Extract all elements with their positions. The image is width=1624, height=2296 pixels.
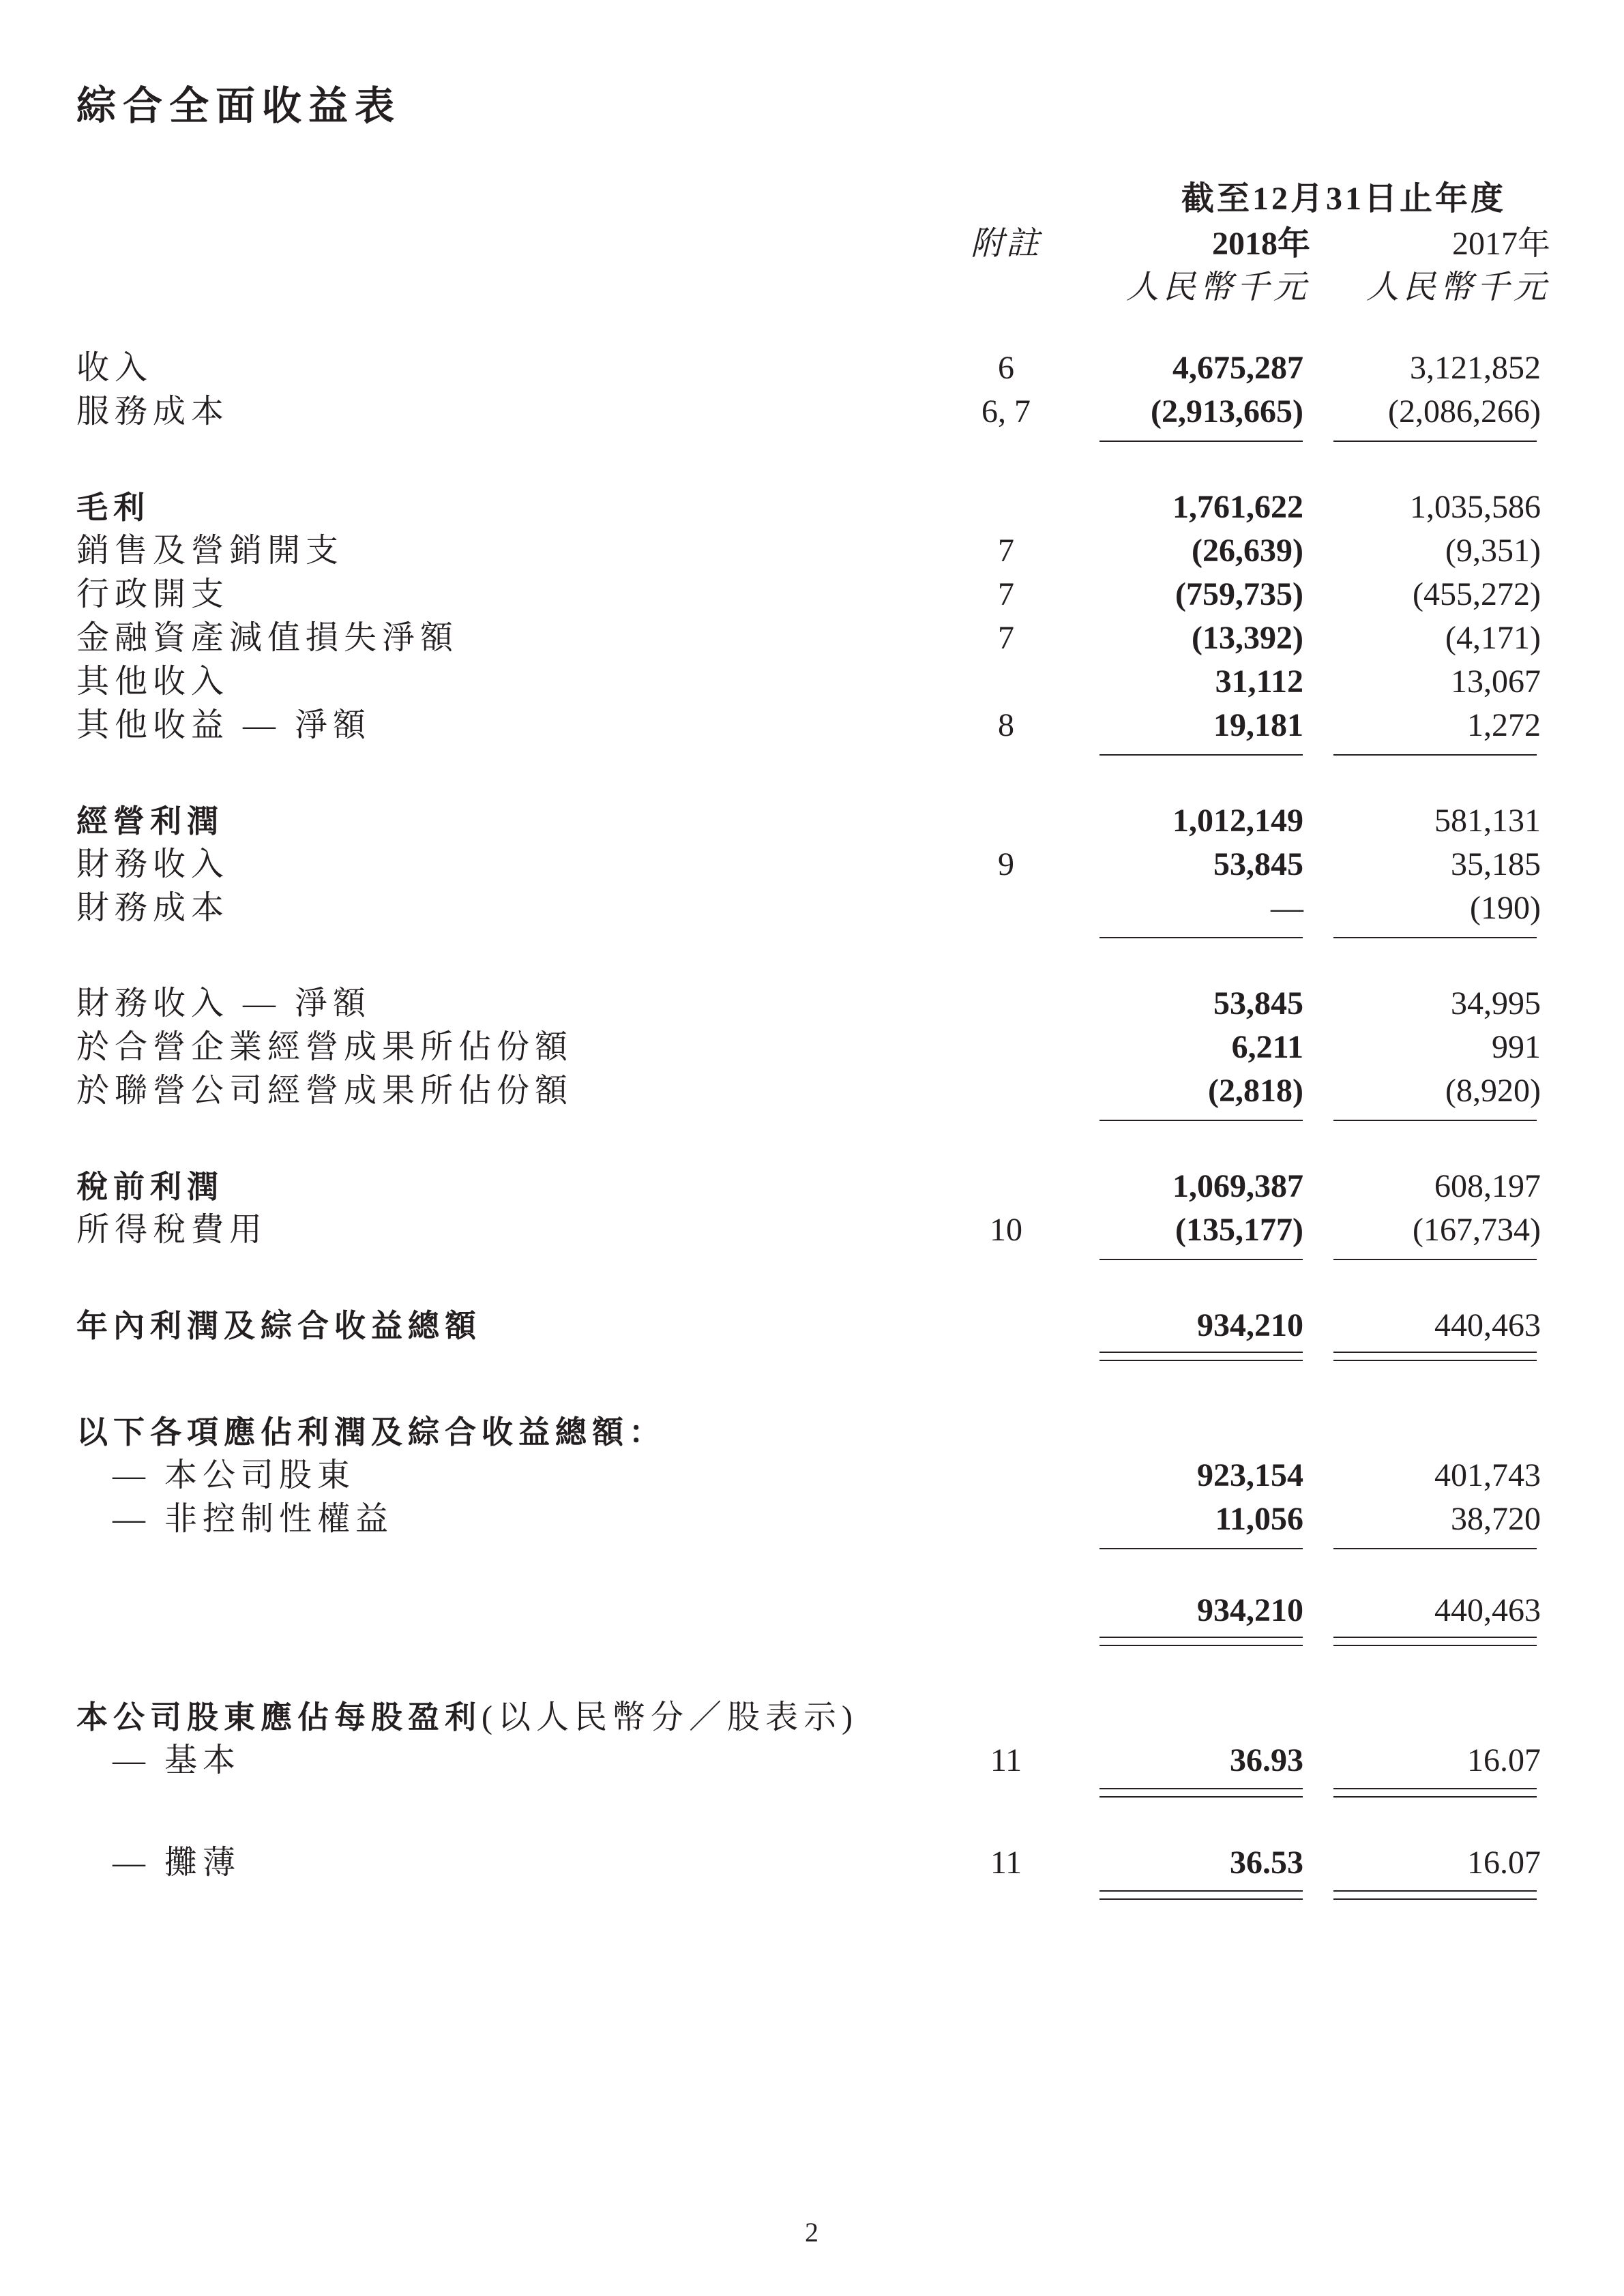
value-2018: (759,735) (1175, 576, 1303, 612)
row-admin-expenses (0, 573, 1624, 616)
value-2017: 991 (1492, 1029, 1541, 1065)
value-2017: (455,272) (1413, 576, 1541, 612)
double-rule-top (1333, 1637, 1537, 1638)
value-2017: 1,272 (1467, 707, 1541, 743)
value-2018: 19,181 (1213, 707, 1303, 743)
row-label: 行政開支 (76, 576, 230, 612)
row-finance-income-net (0, 982, 1624, 1026)
value-2018: 6,211 (1231, 1029, 1303, 1065)
value-2018: 53,845 (1213, 985, 1303, 1022)
double-rule-bottom (1099, 1645, 1303, 1646)
row-gross-profit (0, 486, 1624, 529)
row-profit-before-tax (0, 1165, 1624, 1208)
eps-heading-text: 本公司股東應佔每股盈利 (76, 1699, 482, 1735)
double-rule-top (1099, 1637, 1303, 1638)
row-label: 銷售及營銷開支 (76, 533, 344, 569)
value-2017: 35,185 (1451, 846, 1541, 882)
subtotal-rule (1333, 1548, 1537, 1549)
row-label: 所得稅費用 (76, 1212, 268, 1248)
row-label: — 攤薄 (113, 1845, 241, 1881)
period-header: 截至12月31日止年度 (1181, 181, 1506, 217)
row-finance-income (0, 843, 1624, 886)
row-note: 11 (990, 1845, 1022, 1881)
year-2017-header: 2017年 (1451, 226, 1550, 262)
row-non-controlling-interests (0, 1497, 1624, 1541)
row-label: 於合營企業經營成果所佔份額 (76, 1029, 574, 1065)
value-2018: (2,818) (1208, 1073, 1303, 1109)
value-2018: 934,210 (1197, 1592, 1303, 1628)
row-label (76, 1695, 858, 1740)
row-share-of-joint-ventures (0, 1026, 1624, 1069)
row-owners-of-company (0, 1454, 1624, 1497)
row-label: 收入 (76, 350, 153, 386)
row-share-of-associates (0, 1069, 1624, 1113)
row-other-gains-net (0, 704, 1624, 747)
subtotal-rule (1333, 1259, 1537, 1260)
value-2018: 53,845 (1213, 846, 1303, 882)
row-note: 7 (998, 576, 1014, 612)
subtotal-rule (1333, 1120, 1537, 1121)
row-attributable-heading (0, 1410, 1624, 1454)
row-eps-heading (0, 1695, 1624, 1739)
row-operating-profit (0, 799, 1624, 843)
subtotal-rule (1099, 1120, 1303, 1121)
value-2017: 34,995 (1451, 985, 1541, 1022)
row-eps-diluted (0, 1841, 1624, 1885)
subtotal-rule (1333, 754, 1537, 756)
value-2018: (135,177) (1175, 1212, 1303, 1248)
value-2017: 581,131 (1434, 803, 1541, 839)
value-2018: 1,012,149 (1172, 803, 1303, 839)
row-note: 10 (990, 1212, 1022, 1248)
row-revenue (0, 346, 1624, 390)
row-label: — 本公司股東 (113, 1457, 356, 1493)
row-label: 財務收入 (76, 846, 230, 882)
row-cost-of-services (0, 390, 1624, 434)
double-rule-top (1099, 1788, 1303, 1789)
row-note: 6 (998, 350, 1014, 386)
value-2017: (9,351) (1445, 533, 1541, 569)
row-label: 金融資產減值損失淨額 (76, 620, 459, 656)
subtotal-rule (1333, 937, 1537, 938)
row-impairment-losses (0, 616, 1624, 660)
eps-heading-suffix: (以人民幣分／股表示) (482, 1699, 858, 1735)
value-2018: (26,639) (1192, 533, 1303, 569)
subtotal-rule (1099, 754, 1303, 756)
row-label: 以下各項應佔利潤及綜合收益總額： (76, 1414, 666, 1450)
value-2018: — (1271, 890, 1303, 926)
subtotal-rule (1099, 1259, 1303, 1260)
row-label: 其他收入 (76, 664, 230, 700)
row-label: 年內利潤及綜合收益總額 (76, 1307, 482, 1344)
row-label: 其他收益 — 淨額 (76, 707, 372, 743)
row-note: 9 (998, 846, 1014, 882)
value-2017: 16.07 (1467, 1742, 1541, 1778)
currency-2018-header: 人民幣千元 (1125, 269, 1310, 305)
subtotal-rule (1333, 441, 1537, 442)
value-2018: 11,056 (1215, 1501, 1303, 1537)
subtotal-rule (1099, 937, 1303, 938)
row-label: 經營利潤 (76, 803, 224, 839)
double-rule-top (1099, 1352, 1303, 1353)
double-rule-bottom (1333, 1360, 1537, 1361)
page-title: 綜合全面收益表 (76, 83, 402, 129)
row-label: 稅前利潤 (76, 1168, 224, 1205)
value-2017: (167,734) (1413, 1212, 1541, 1248)
value-2018: (13,392) (1192, 620, 1303, 656)
value-2017: 3,121,852 (1410, 350, 1541, 386)
double-rule-bottom (1099, 1360, 1303, 1361)
value-2017: 38,720 (1451, 1501, 1541, 1537)
double-rule-top (1333, 1352, 1537, 1353)
row-income-tax (0, 1208, 1624, 1252)
double-rule-top (1333, 1890, 1537, 1892)
value-2017: 440,463 (1434, 1592, 1541, 1628)
row-label: 於聯營公司經營成果所佔份額 (76, 1073, 574, 1109)
row-other-income (0, 660, 1624, 704)
value-2017: 401,743 (1434, 1457, 1541, 1493)
row-finance-costs (0, 886, 1624, 930)
value-2018: 1,761,622 (1172, 489, 1303, 525)
value-2017: (8,920) (1445, 1073, 1541, 1109)
row-label: 財務成本 (76, 890, 230, 926)
value-2017: 13,067 (1451, 664, 1541, 700)
double-rule-bottom (1333, 1645, 1537, 1646)
double-rule-bottom (1333, 1796, 1537, 1798)
value-2018: 4,675,287 (1172, 350, 1303, 386)
value-2017: (2,086,266) (1388, 393, 1541, 430)
double-rule-bottom (1099, 1898, 1303, 1900)
value-2018: 923,154 (1197, 1457, 1303, 1493)
row-label: 毛利 (76, 489, 150, 526)
row-label: 財務收入 — 淨額 (76, 985, 372, 1022)
year-2018-header: 2018年 (1211, 226, 1310, 262)
value-2018: 934,210 (1197, 1307, 1303, 1343)
row-label: — 基本 (113, 1742, 241, 1778)
row-eps-basic (0, 1739, 1624, 1783)
row-note: 8 (998, 707, 1014, 743)
subtotal-rule (1099, 441, 1303, 442)
double-rule-bottom (1333, 1898, 1537, 1900)
currency-2017-header: 人民幣千元 (1365, 269, 1550, 305)
value-2017: 440,463 (1434, 1307, 1541, 1343)
double-rule-top (1099, 1890, 1303, 1892)
row-label: — 非控制性權益 (113, 1501, 394, 1537)
row-label: 服務成本 (76, 393, 230, 430)
row-attributable-total (0, 1589, 1624, 1632)
row-note: 11 (990, 1742, 1022, 1778)
row-total-comprehensive-income (0, 1304, 1624, 1347)
row-note: 6, 7 (981, 393, 1031, 430)
value-2018: 31,112 (1215, 664, 1303, 700)
note-column-header: 附註 (970, 226, 1042, 262)
value-2018: 36.93 (1230, 1742, 1303, 1778)
value-2017: 608,197 (1434, 1168, 1541, 1204)
page-number: 2 (805, 2217, 818, 2248)
subtotal-rule (1099, 1548, 1303, 1549)
value-2017: 16.07 (1467, 1845, 1541, 1881)
value-2018: 36.53 (1230, 1845, 1303, 1881)
double-rule-bottom (1099, 1796, 1303, 1798)
value-2018: (2,913,665) (1151, 393, 1303, 430)
value-2017: (4,171) (1445, 620, 1541, 656)
row-note: 7 (998, 533, 1014, 569)
value-2017: (190) (1470, 890, 1541, 926)
value-2018: 1,069,387 (1172, 1168, 1303, 1204)
row-selling-expenses (0, 529, 1624, 573)
double-rule-top (1333, 1788, 1537, 1789)
row-note: 7 (998, 620, 1014, 656)
value-2017: 1,035,586 (1410, 489, 1541, 525)
